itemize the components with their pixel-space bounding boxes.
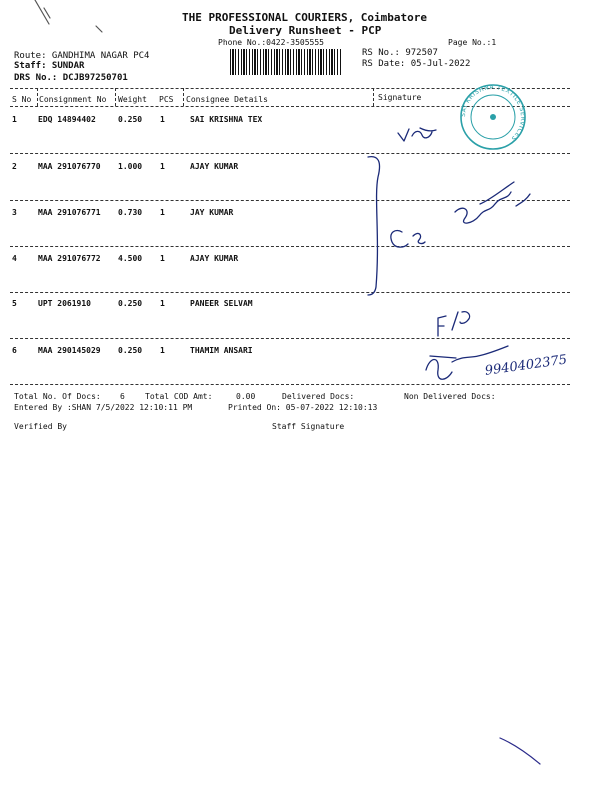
col-header-consignment: Consignment No	[39, 95, 107, 104]
rs-number: RS No.: 972507	[362, 48, 438, 58]
col-header-consignee: Consignee Details	[186, 95, 268, 104]
signature-row-3	[455, 182, 530, 223]
col-header-weight: Weight	[118, 95, 147, 104]
row-consignment: EDQ 14894402	[38, 115, 96, 124]
signature-row-1	[398, 128, 436, 141]
row-weight: 0.250	[118, 299, 143, 308]
signature-row-5	[438, 312, 470, 336]
row-weight: 0.730	[118, 208, 143, 217]
delivered-docs-label: Delivered Docs:	[282, 392, 355, 401]
row-pcs: 1	[160, 162, 165, 171]
row-pcs: 1	[160, 115, 165, 124]
total-docs-label: Total No. Of Docs:	[14, 392, 101, 401]
row-consignment: MAA 291076770	[38, 162, 101, 171]
route-label: Route: GANDHIMA NAGAR PC4	[14, 51, 150, 61]
stamp-text: SAI KRISHNA TEXTILE SERVICES	[459, 83, 527, 143]
total-cod-label: Total COD Amt:	[145, 392, 213, 401]
row-consignee: JAY KUMAR	[190, 208, 234, 217]
runsheet-subtitle: Delivery Runsheet - PCP	[229, 24, 382, 37]
row-pcs: 1	[160, 346, 165, 355]
signature-row-3-initials	[391, 230, 425, 247]
row-weight: 4.500	[118, 254, 143, 263]
row-sno: 6	[12, 346, 17, 355]
row-consignee: SAI KRISHNA TEX	[190, 115, 263, 124]
verified-by: Verified By	[14, 422, 67, 431]
drs-number: DRS No.: DCJB97250701	[14, 73, 128, 83]
company-title: THE PROFESSIONAL COURIERS, Coimbatore	[182, 11, 428, 24]
rs-date: RS Date: 05-Jul-2022	[362, 59, 471, 69]
row-consignment: UPT 2061910	[38, 299, 91, 308]
row-pcs: 1	[160, 254, 165, 263]
row-pcs: 1	[160, 299, 165, 308]
row-consignee: AJAY KUMAR	[190, 254, 239, 263]
row-consignment: MAA 291076772	[38, 254, 101, 263]
staff-signature-label: Staff Signature	[272, 422, 345, 431]
entered-by: Entered By :SHAN 7/5/2022 12:10:11 PM	[14, 403, 193, 412]
row-consignment: MAA 291076771	[38, 208, 101, 217]
printed-on: Printed On: 05-07-2022 12:10:13	[228, 403, 378, 412]
scan-artifact	[35, 0, 50, 24]
total-cod-value: 0.00	[236, 392, 256, 401]
handwritten-phone-number: 9940402375	[484, 352, 569, 379]
col-header-sno: S No	[12, 95, 32, 104]
row-sno: 5	[12, 299, 17, 308]
row-consignee: AJAY KUMAR	[190, 162, 239, 171]
non-delivered-docs-label: Non Delivered Docs:	[404, 392, 496, 401]
page-number: Page No.:1	[448, 38, 497, 47]
total-docs-value: 6	[120, 392, 125, 401]
col-header-signature: Signature	[378, 93, 422, 102]
row-sno: 3	[12, 208, 17, 217]
phone-number: Phone No.:0422-3505555	[218, 38, 324, 47]
row-sno: 1	[12, 115, 17, 124]
signature-row-6	[426, 346, 508, 379]
signature-bracket	[368, 157, 380, 295]
row-weight: 0.250	[118, 346, 143, 355]
row-consignment: MAA 290145029	[38, 346, 101, 355]
staff-label: Staff: SUNDAR	[14, 61, 85, 71]
row-weight: 1.000	[118, 162, 143, 171]
scan-artifact	[96, 26, 102, 32]
row-weight: 0.250	[118, 115, 143, 124]
row-sno: 4	[12, 254, 17, 263]
stray-pen-mark	[500, 738, 540, 764]
col-header-pcs: PCS	[159, 95, 174, 104]
row-pcs: 1	[160, 208, 165, 217]
row-consignee: PANEER SELVAM	[190, 299, 253, 308]
row-sno: 2	[12, 162, 17, 171]
row-consignee: THAMIM ANSARI	[190, 346, 253, 355]
